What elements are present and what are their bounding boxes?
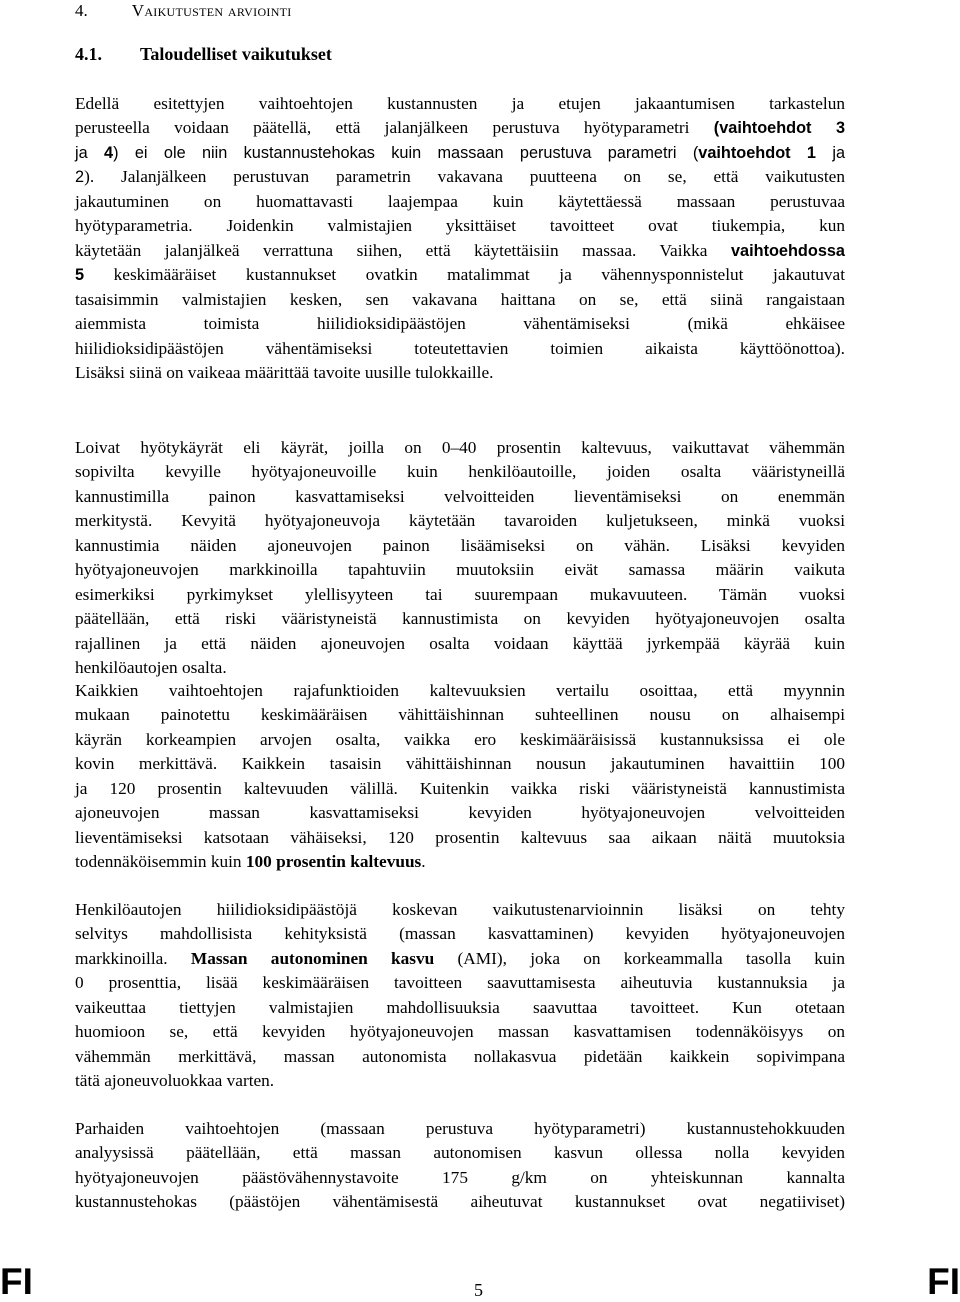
text-line: tasaisimmin valmistajien kesken, sen vakavana haittana on se, että siinä rangaistaan (75, 289, 845, 309)
paragraph-2 (75, 436, 845, 681)
text-line: päätellään, että riski vääristyneistä kannustimista on kevyiden hyötyajoneuvojen osalta (75, 609, 845, 629)
text-line: hyötyparametria. Joidenkin valmistajien yksittäiset tavoitteet ovat tiukempia, kun (75, 216, 845, 236)
text-line: käytetään jalanjälkeä verrattuna siihen, että käytettäisiin massaa. Vaikka vaihtoehdossa (75, 240, 845, 260)
paragraph-3 (75, 679, 845, 875)
section-heading (75, 1, 292, 21)
text-line: Parhaiden vaihtoehtojen (massaan perustuva hyötyparametri) kustannustehokkuuden (75, 1119, 845, 1138)
text-line: 0 prosenttia, lisää keskimääräisen tavoitteen saavuttamisesta aiheutuvia kustannuksia ja (75, 973, 845, 993)
text-line: aiemmista toimista hiilidioksidipäästöjen vähentämiseksi (mikä ehkäisee (75, 314, 845, 334)
text-line: kovin merkittävä. Kaikkein tasaisin vähittäishinnan nousun jakautuminen havaittiin 100 (75, 754, 845, 774)
paragraph-5 (75, 1117, 845, 1215)
section-title: Vaikutusten arviointi (131, 1, 292, 20)
text-line: vähemmän merkittävä, massan autonomista nollakasvua pidetään kaikkein sopivimpana (75, 1046, 845, 1066)
text-line: lieventämiseksi katsotaan vähäiseksi, 120 prosentin kaltevuus saa aikaan näitä muutoksia (75, 827, 845, 847)
paragraph-1 (75, 92, 845, 385)
text-line: merkitystä. Kevyitä hyötyajoneuvoja käytetään tavaroiden kuljetukseen, minkä vuoksi (75, 511, 845, 531)
text-line: hyötyajoneuvojen markkinoilla tapahtuviin muutoksiin eivät samassa määrin vaikuta (75, 560, 845, 580)
text-line: ja 4) ei ole niin kustannustehokas kuin massaan perustuva parametri (vaihtoehdot 1 ja (75, 143, 845, 162)
text-line: rajallinen ja että näiden ajoneuvojen osalta voidaan käyttää jyrkempää käyrää kuin (75, 633, 845, 653)
text-line: vaikeuttaa tiettyjen valmistajien mahdollisuuksia saavuttaa tavoitteet. Kun otetaan (75, 997, 845, 1017)
text-line: hiilidioksidipäästöjen vähentämiseksi toteutettavien toimien aikaista käyttöönottoa). (75, 338, 845, 358)
text-line: tätä ajoneuvoluokkaa varten. (75, 1071, 275, 1091)
footer-language-mark-left: FI (0, 1261, 33, 1302)
text-line: kustannustehokas (päästöjen vähentämisestä aiheutuvat kustannukset ovat negatiiviset) (75, 1192, 845, 1212)
text-line: ajoneuvojen massan kasvattamiseksi kevyiden hyötyajoneuvojen velvoitteiden (75, 803, 845, 823)
section-number: 4. (75, 1, 88, 20)
text-line: ja 120 prosentin kaltevuuden välillä. Kuitenkin vaikka riski vääristyneistä kannustimista (75, 778, 845, 798)
page-number: 5 (474, 1280, 483, 1300)
subsection-title: Taloudelliset vaikutukset (140, 44, 332, 64)
paragraph-4 (75, 898, 845, 1094)
text-line: markkinoilla. Massan autonominen kasvu (AMI), joka on korkeammalla tasolla kuin (75, 948, 845, 968)
text-line: Edellä esitettyjen vaihtoehtojen kustannusten ja etujen jakaantumisen tarkastelun (75, 94, 845, 113)
text-line: todennäköisemmin kuin 100 prosentin kaltevuus. (75, 852, 426, 872)
footer-language-mark-right: FI (927, 1261, 960, 1302)
text-line: mukaan painotettu keskimääräisen vähittäishinnan suhteellinen nousu on alhaisempi (75, 705, 845, 725)
text-line: 2). Jalanjälkeen perustuvan parametrin vakavana puutteena on se, että vaikutusten (75, 167, 845, 187)
text-line: selvitys mahdollisista kehityksistä (massan kasvattaminen) kevyiden hyötyajoneuvojen (75, 924, 845, 944)
subsection-number: 4.1. (75, 44, 102, 64)
subsection-heading (75, 44, 332, 65)
text-line: analyysissä päätellään, että massan autonomisen kasvun ollessa nolla kevyiden (75, 1143, 845, 1163)
text-line: hyötyajoneuvojen päästövähennystavoite 175 g/km on yhteiskunnan kannalta (75, 1167, 845, 1187)
text-line: kannustimilla painon kasvattamiseksi velvoitteiden lieventämiseksi on enemmän (75, 486, 845, 506)
text-line: 5 keskimääräiset kustannukset ovatkin matalimmat ja vähennysponnistelut jakautuvat (75, 265, 845, 285)
text-line: Henkilöautojen hiilidioksidipäästöjä koskevan vaikutustenarvioinnin lisäksi on tehty (75, 900, 845, 919)
text-line: perusteella voidaan päätellä, että jalanjälkeen perustuva hyötyparametri (vaihtoehdot 3 (75, 118, 846, 138)
text-line: esimerkiksi pyrkimykset ylellisyyteen tai suurempaan mukavuuteen. Tämän vuoksi (75, 584, 845, 604)
text-line: huomioon se, että kevyiden hyötyajoneuvojen massan kasvattamisen todennäköisyys on (75, 1022, 845, 1042)
text-line: henkilöautojen osalta. (75, 658, 227, 678)
text-line: jakautuminen on huomattavasti laajempaa kuin käytettäessä massaan perustuvaa (75, 191, 845, 211)
text-line: kannustimia näiden ajoneuvojen painon lisäämiseksi on vähän. Lisäksi kevyiden (75, 535, 845, 555)
text-line: Loivat hyötykäyrät eli käyrät, joilla on 0–40 prosentin kaltevuus, vaikuttavat vähemmän (75, 438, 845, 457)
text-line: Kaikkien vaihtoehtojen rajafunktioiden kaltevuuksien vertailu osoittaa, että myynnin (75, 681, 845, 700)
text-line: Lisäksi siinä on vaikeaa määrittää tavoite uusille tulokkaille. (75, 362, 494, 382)
text-line: käyrän korkeampien arvojen osalta, vaikka ero keskimääräisissä kustannuksissa ei ole (75, 729, 845, 749)
text-line: sopivilta kevyille hyötyajoneuvoille kuin henkilöautoille, joiden osalta vääristyneillä (75, 462, 845, 482)
